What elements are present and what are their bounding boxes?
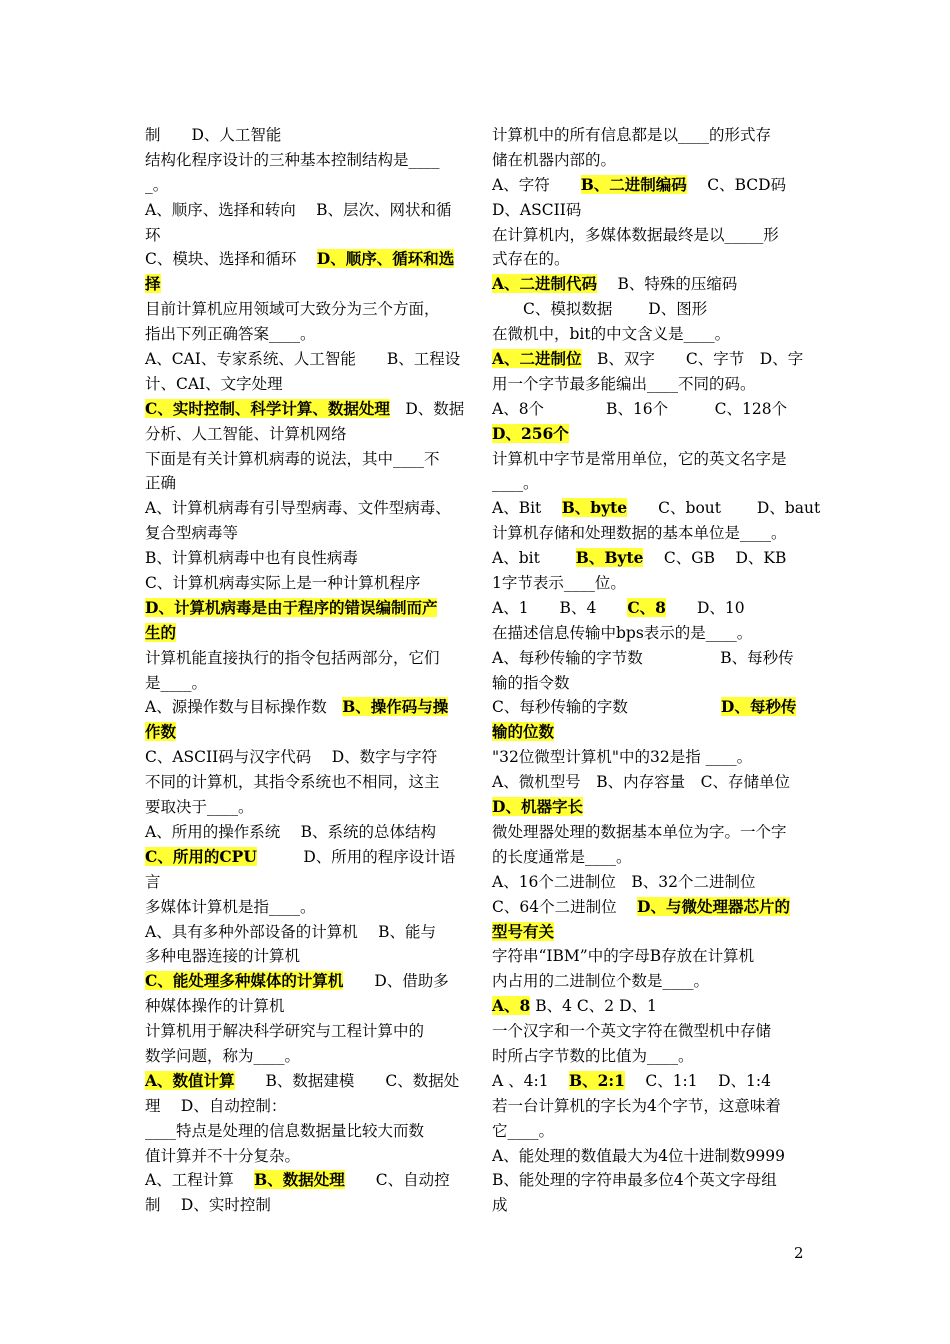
text-segment: D、所用的程序设计语: [256, 847, 456, 866]
text-segment: 目前计算机应用领域可大致分为三个方面，: [145, 300, 440, 319]
text-line: [492, 695, 810, 720]
text-line: [492, 123, 810, 148]
text-segment: 制 D、人工智能: [145, 126, 282, 144]
text-segment: 成: [492, 1196, 508, 1215]
text-line: [145, 471, 463, 496]
text-line: [145, 1119, 463, 1144]
text-line: [145, 1168, 463, 1193]
text-line: [145, 372, 463, 397]
text-segment: 在描述信息传输中bps表示的是____。: [492, 623, 753, 642]
text-segment: 内占用的二进制位个数是____。: [492, 972, 710, 991]
highlighted-answer: C、所用的CPU: [145, 846, 257, 866]
text-segment: 输的指令数: [492, 673, 570, 692]
text-line: [145, 1094, 463, 1119]
text-line: [492, 571, 810, 596]
highlighted-answer: D、与微处理器芯片的: [637, 896, 790, 916]
text-segment: A、微机型号 B、内存容量 C、存储单位: [492, 773, 790, 792]
left-column: [145, 123, 463, 1218]
text-segment: D、数据: [389, 399, 465, 418]
text-segment: 的长度通常是____。: [492, 847, 632, 866]
text-line: [492, 297, 810, 322]
text-line: [492, 496, 821, 521]
text-segment: 复合型病毒等: [145, 524, 239, 543]
text-segment: 数学问题，称为____。: [145, 1046, 301, 1065]
highlighted-answer: B、2:1: [569, 1070, 625, 1090]
highlighted-answer: B、数据处理: [254, 1170, 345, 1190]
text-line: [145, 422, 463, 447]
text-line: [492, 646, 810, 671]
highlighted-answer: C、能处理多种媒体的计算机: [145, 971, 344, 991]
text-line: [492, 1069, 810, 1094]
text-segment: 不同的计算机，其指令系统也不相同，这主: [145, 773, 440, 792]
text-segment: "32位微型计算机"中的32是指 ____。: [492, 748, 753, 767]
text-line: [145, 1019, 463, 1044]
text-line: [145, 646, 463, 671]
text-segment: 一个汉字和一个英文字符在微型机中存储: [492, 1022, 772, 1041]
text-line: [145, 1069, 463, 1094]
text-line: [145, 870, 463, 895]
text-line: [145, 920, 463, 945]
text-segment: 式存在的。: [492, 250, 570, 269]
text-line: [492, 223, 810, 248]
text-segment: 正确: [145, 474, 177, 493]
text-segment: C、模拟数据 D、图形: [492, 300, 708, 319]
text-segment: 它____。: [492, 1121, 555, 1140]
text-line: [492, 1044, 810, 1069]
text-segment: 环: [145, 225, 161, 244]
text-segment: 多媒体计算机是指____。: [145, 897, 316, 916]
text-line: [145, 770, 463, 795]
text-segment: B、数据建模 C、数据处: [234, 1071, 460, 1090]
text-line: [145, 1144, 463, 1169]
text-line: [145, 1044, 463, 1069]
text-line: [492, 1094, 810, 1119]
text-segment: C、每秒传输的字数: [492, 698, 721, 717]
text-line: [145, 571, 463, 596]
text-line: [145, 845, 463, 870]
text-line: [145, 247, 463, 272]
text-line: [492, 596, 810, 621]
text-segment: 分析、人工智能、计算机网络: [145, 424, 347, 443]
text-line: [492, 920, 810, 945]
highlighted-answer: D、机器字长: [492, 797, 583, 817]
text-line: [492, 198, 810, 223]
text-line: [492, 173, 810, 198]
text-segment: 若一台计算机的字长为4个字节，这意味着: [492, 1096, 781, 1115]
text-line: [145, 994, 463, 1019]
text-segment: A 、4:1: [492, 1071, 569, 1090]
text-segment: 微处理器处理的数据基本单位为字。一个字: [492, 822, 787, 841]
highlighted-answer: C、实时控制、科学计算、数据处理: [145, 398, 390, 418]
text-line: [145, 795, 463, 820]
text-segment: 种媒体操作的计算机: [145, 997, 285, 1016]
text-segment: A、CAI、专家系统、人工智能 B、工程设: [145, 350, 461, 369]
text-line: [145, 173, 463, 198]
highlighted-answer: A、二进制代码: [492, 274, 598, 294]
text-segment: 字符串“IBM”中的字母B存放在计算机: [492, 947, 755, 966]
text-segment: C、bout D、baut: [627, 499, 821, 518]
text-line: [492, 422, 810, 447]
highlighted-answer: D、256个: [492, 423, 569, 443]
text-line: [492, 372, 810, 397]
highlighted-answer: D、每秒传: [720, 697, 797, 717]
text-segment: B、双字 C、字节 D、字: [581, 350, 804, 369]
text-segment: C、1:1 D、1:4: [624, 1071, 771, 1090]
text-segment: B、4 C、2 D、1: [530, 997, 657, 1016]
text-line: [492, 322, 810, 347]
text-line: [145, 297, 463, 322]
text-line: [145, 621, 463, 646]
highlighted-answer: A、数值计算: [145, 1070, 235, 1090]
text-segment: A、字符: [492, 175, 581, 194]
text-segment: A、bit: [492, 549, 576, 568]
text-segment: 计算机能直接执行的指令包括两部分，它们: [145, 648, 440, 667]
text-line: [492, 272, 810, 297]
text-line: [492, 969, 810, 994]
text-segment: B、计算机病毒中也有良性病毒: [145, 549, 358, 568]
text-segment: 计算机存储和处理数据的基本单位是____。: [492, 524, 787, 543]
text-line: [492, 1019, 810, 1044]
text-segment: A、8个 B、16个 C、128个: [492, 399, 788, 418]
text-line: [145, 322, 463, 347]
text-segment: 结构化程序设计的三种基本控制结构是____: [145, 150, 440, 169]
text-line: [492, 397, 810, 422]
text-segment: 储在机器内部的。: [492, 150, 617, 169]
text-line: [145, 745, 463, 770]
text-segment: B、能处理的字符串最多位4个英文字母组: [492, 1171, 777, 1190]
highlighted-answer: D、顺序、循环和选: [316, 249, 455, 269]
highlighted-answer: C、8: [627, 597, 666, 617]
text-segment: 用一个字节最多能编出____不同的码。: [492, 374, 756, 393]
text-segment: 1字节表示____位。: [492, 574, 626, 593]
right-column: [492, 123, 821, 1218]
text-segment: C、计算机病毒实际上是一种计算机程序: [145, 574, 421, 593]
text-line: [145, 496, 463, 521]
text-segment: 理 D、自动控制：: [145, 1096, 287, 1115]
text-line: [492, 1193, 810, 1218]
text-segment: ____。: [492, 474, 539, 493]
text-segment: 计算机中字节是常用单位，它的英文名字是: [492, 449, 787, 468]
highlighted-answer: A、二进制位: [492, 349, 582, 369]
text-line: [492, 870, 810, 895]
text-line: [492, 621, 810, 646]
text-line: [145, 347, 463, 372]
text-line: [492, 546, 810, 571]
highlighted-answer: 择: [145, 274, 161, 294]
text-line: [145, 820, 463, 845]
text-line: [492, 845, 810, 870]
text-segment: 指出下列正确答案____。: [145, 325, 316, 344]
text-line: [492, 944, 810, 969]
text-segment: C、自动控: [344, 1171, 450, 1190]
text-segment: B、特殊的压缩码: [597, 275, 738, 294]
text-line: [145, 272, 463, 297]
text-segment: A、顺序、选择和转向 B、层次、网状和循: [145, 200, 452, 219]
text-segment: 是____。: [145, 673, 208, 692]
text-line: [492, 820, 810, 845]
text-line: [145, 596, 463, 621]
text-segment: 下面是有关计算机病毒的说法，其中____不: [145, 449, 440, 468]
text-line: [145, 895, 463, 920]
text-segment: A、每秒传输的字节数 B、每秒传: [492, 648, 794, 667]
text-segment: A、1 B、4: [492, 598, 628, 617]
text-line: [492, 895, 810, 920]
text-segment: A、源操作数与目标操作数: [145, 698, 343, 717]
highlighted-answer: B、Byte: [575, 548, 644, 568]
text-line: [145, 695, 463, 720]
text-segment: 在计算机内，多媒体数据最终是以_____形: [492, 225, 779, 244]
text-line: [492, 795, 810, 820]
text-line: [492, 1144, 810, 1169]
text-segment: A、所用的操作系统 B、系统的总体结构: [145, 822, 437, 841]
text-line: [492, 720, 810, 745]
text-line: [492, 347, 810, 372]
text-line: [145, 944, 463, 969]
highlighted-answer: B、二进制编码: [580, 174, 687, 194]
text-line: [492, 247, 810, 272]
text-line: [145, 397, 463, 422]
text-segment: D、ASCII码: [492, 200, 582, 219]
highlighted-answer: B、byte: [561, 498, 628, 518]
text-segment: 时所占字节数的比值为____。: [492, 1046, 694, 1065]
text-segment: D、借助多: [343, 972, 449, 991]
text-segment: C、ASCII码与汉字代码 D、数字与字符: [145, 748, 438, 767]
text-segment: 计算机中的所有信息都是以____的形式存: [492, 126, 772, 144]
text-segment: C、64个二进制位: [492, 897, 638, 916]
text-line: [145, 123, 463, 148]
text-segment: A、Bit: [492, 499, 562, 518]
text-segment: 要取决于____。: [145, 798, 254, 817]
text-segment: A、16个二进制位 B、32个二进制位: [492, 872, 756, 891]
text-segment: 在微机中，bit的中文含义是____。: [492, 325, 731, 344]
highlighted-answer: 生的: [145, 622, 177, 642]
highlighted-answer: 作数: [145, 722, 177, 742]
text-line: [145, 969, 463, 994]
text-line: [145, 671, 463, 696]
page-number: 2: [794, 1244, 804, 1262]
text-segment: A、计算机病毒有引导型病毒、文件型病毒、: [145, 499, 451, 518]
text-line: [145, 198, 463, 223]
text-segment: 计算机用于解决科学研究与工程计算中的: [145, 1022, 425, 1041]
text-line: [492, 447, 810, 472]
text-segment: 制 D、实时控制: [145, 1196, 271, 1215]
text-line: [492, 148, 810, 173]
text-segment: A、能处理的数值最大为4位十进制数9999: [492, 1146, 786, 1165]
text-line: [145, 148, 463, 173]
text-segment: 值计算并不十分复杂。: [145, 1146, 301, 1165]
text-line: [492, 1168, 810, 1193]
text-segment: 计、CAI、文字处理: [145, 374, 283, 393]
highlighted-answer: 输的位数: [492, 722, 555, 742]
text-segment: C、BCD码: [686, 175, 787, 194]
highlighted-answer: 型号有关: [492, 921, 555, 941]
highlighted-answer: A、8: [492, 996, 531, 1016]
text-segment: 言: [145, 872, 161, 891]
text-segment: ____特点是处理的信息数据量比较大而数: [145, 1121, 425, 1140]
text-segment: C、GB D、KB: [643, 549, 787, 568]
text-segment: D、10: [665, 598, 745, 617]
text-line: [145, 1193, 463, 1218]
text-line: [492, 521, 810, 546]
text-line: [492, 1119, 810, 1144]
text-line: [145, 546, 463, 571]
text-segment: C、模块、选择和循环: [145, 250, 317, 269]
text-line: [492, 671, 810, 696]
text-line: [492, 770, 810, 795]
text-segment: _。: [145, 175, 169, 194]
text-line: [492, 994, 810, 1019]
highlighted-answer: B、操作码与操: [342, 697, 449, 717]
text-line: [492, 471, 810, 496]
highlighted-answer: D、计算机病毒是由于程序的错误编制而产: [145, 597, 438, 617]
text-line: [145, 223, 463, 248]
text-segment: A、工程计算: [145, 1171, 255, 1190]
text-line: [145, 447, 463, 472]
text-line: [145, 720, 463, 745]
text-segment: A、具有多种外部设备的计算机 B、能与: [145, 922, 437, 941]
text-segment: 多种电器连接的计算机: [145, 947, 301, 966]
text-line: [492, 745, 810, 770]
text-line: [145, 521, 463, 546]
